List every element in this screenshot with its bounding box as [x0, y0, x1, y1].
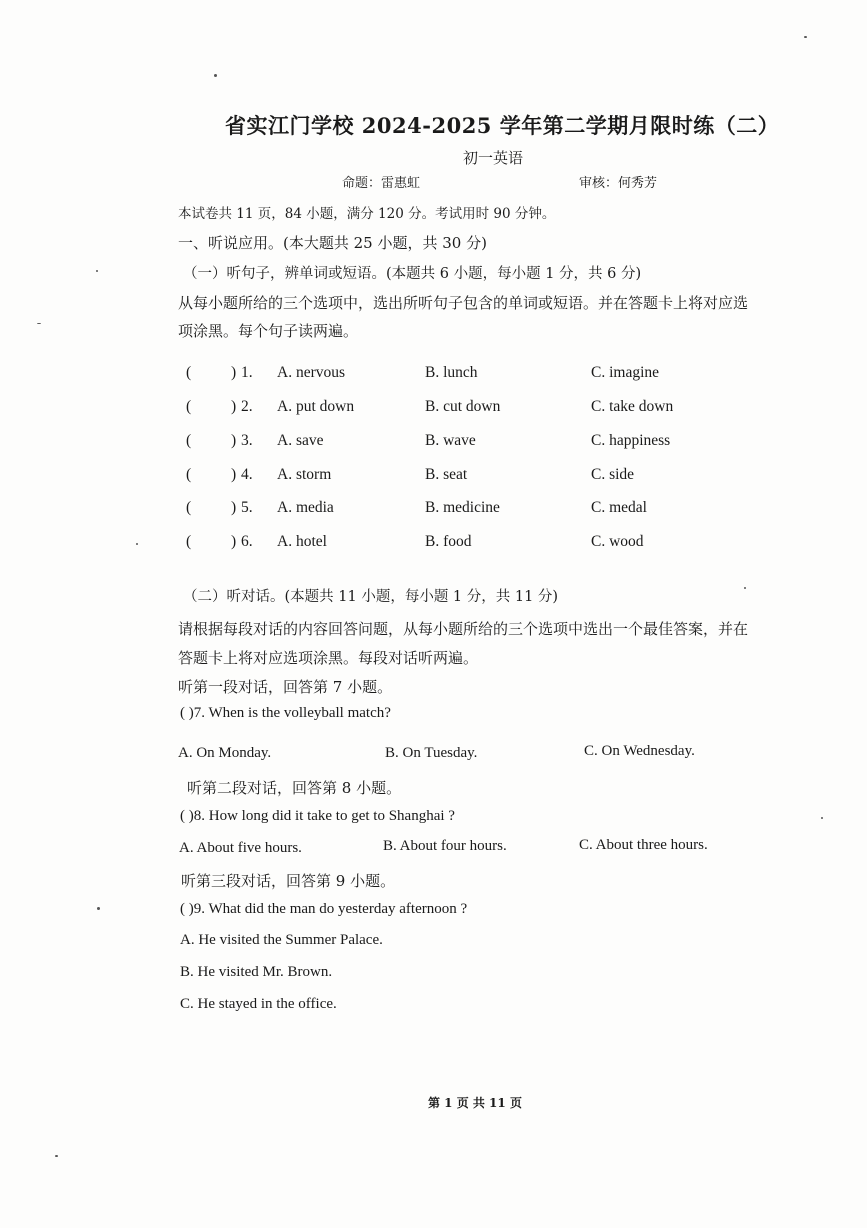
q9-option-a: A. He visited the Summer Palace.	[180, 932, 383, 948]
part-1-instruction-line-2: 项涂黑。每个句子读两遍。	[178, 322, 359, 340]
question-row	[0, 364, 867, 386]
exam-info: 本试卷共 11 页，84 小题，满分 120 分。考试用时 90 分钟。	[178, 206, 556, 222]
question-row	[0, 432, 867, 454]
exam-title: 省实江门学校 2024-2025 学年第二学期月限时练（二）	[225, 113, 780, 138]
option-c: C. imagine	[591, 364, 660, 381]
answer-blank-open: (	[186, 398, 192, 415]
scan-speck	[214, 74, 217, 77]
answer-blank-open: (	[186, 432, 192, 449]
option-a: A. hotel	[277, 533, 327, 550]
answer-blank-close: )	[231, 533, 237, 550]
author-credit: 命题：雷惠虹	[342, 176, 421, 191]
answer-blank-open: (	[186, 499, 192, 516]
option-a: A. nervous	[277, 364, 346, 381]
q8-option-a: A. About five hours.	[179, 840, 302, 856]
option-b: B. cut down	[425, 398, 501, 415]
question-row	[0, 499, 867, 521]
option-b: B. wave	[425, 432, 476, 449]
exam-subtitle: 初一英语	[463, 149, 524, 167]
option-c: C. side	[591, 466, 635, 483]
question-number: 6.	[241, 533, 253, 550]
option-a: A. save	[277, 432, 324, 449]
answer-blank-open: (	[186, 533, 192, 550]
question-number: 3.	[241, 432, 253, 449]
answer-blank-close: )	[231, 398, 237, 415]
scan-speck	[96, 270, 98, 272]
question-7: ( )7. When is the volleyball match?	[180, 705, 391, 721]
answer-blank-close: )	[231, 466, 237, 483]
question-9: ( )9. What did the man do yesterday afternoon ?	[180, 901, 468, 917]
answer-blank-close: )	[231, 499, 237, 516]
page-number: 第 1 页 共 11 页	[428, 1096, 522, 1110]
question-number: 1.	[241, 364, 253, 381]
part-1-title: （一）听句子，辨单词或短语。(本题共 6 小题，每小题 1 分，共 6 分)	[183, 266, 642, 282]
part-2-title: （二）听对话。(本题共 11 小题，每小题 1 分，共 11 分)	[183, 589, 559, 605]
q7-option-b: B. On Tuesday.	[385, 745, 478, 761]
answer-blank-close: )	[231, 364, 237, 381]
q7-option-a: A. On Monday.	[178, 745, 272, 761]
scan-speck	[136, 543, 138, 545]
scan-speck	[97, 907, 100, 910]
reviewer-credit: 审核：何秀芳	[579, 176, 658, 191]
scan-speck	[744, 587, 746, 589]
question-row	[0, 466, 867, 488]
answer-blank-open: (	[186, 466, 192, 483]
dialog-1-lead: 听第一段对话，回答第 7 小题。	[178, 678, 393, 696]
section-1-title: 一、听说应用。(本大题共 25 小题，共 30 分)	[178, 234, 487, 252]
part-2-instruction-line-2: 答题卡上将对应选项涂黑。每段对话听两遍。	[178, 649, 479, 667]
scan-speck	[55, 1155, 58, 1157]
dialog-2-lead: 听第二段对话，回答第 8 小题。	[187, 779, 402, 797]
scan-speck	[37, 323, 41, 324]
question-row	[0, 533, 867, 555]
option-a: A. storm	[277, 466, 332, 483]
option-a: A. put down	[277, 398, 355, 415]
option-c: C. happiness	[591, 432, 671, 449]
scan-speck	[804, 36, 807, 38]
option-c: C. take down	[591, 398, 674, 415]
question-number: 5.	[241, 499, 253, 516]
q8-option-c: C. About three hours.	[579, 837, 708, 853]
question-8: ( )8. How long did it take to get to Shanghai ?	[180, 808, 455, 824]
option-b: B. seat	[425, 466, 468, 483]
q7-option-c: C. On Wednesday.	[584, 743, 695, 759]
option-a: A. media	[277, 499, 334, 516]
question-number: 4.	[241, 466, 253, 483]
option-b: B. food	[425, 533, 472, 550]
question-row	[0, 398, 867, 420]
part-2-instruction-line-1: 请根据每段对话的内容回答问题，从每小题所给的三个选项中选出一个最佳答案，并在	[178, 620, 749, 638]
option-c: C. wood	[591, 533, 644, 550]
option-b: B. medicine	[425, 499, 500, 516]
option-c: C. medal	[591, 499, 647, 516]
question-number: 2.	[241, 398, 253, 415]
answer-blank-close: )	[231, 432, 237, 449]
dialog-3-lead: 听第三段对话，回答第 9 小题。	[181, 872, 396, 890]
answer-blank-open: (	[186, 364, 192, 381]
q9-option-c: C. He stayed in the office.	[180, 996, 337, 1012]
part-1-instruction-line-1: 从每小题所给的三个选项中，选出所听句子包含的单词或短语。并在答题卡上将对应选	[178, 294, 749, 312]
scan-speck	[821, 817, 823, 819]
q9-option-b: B. He visited Mr. Brown.	[180, 964, 333, 980]
option-b: B. lunch	[425, 364, 478, 381]
q8-option-b: B. About four hours.	[383, 838, 507, 854]
